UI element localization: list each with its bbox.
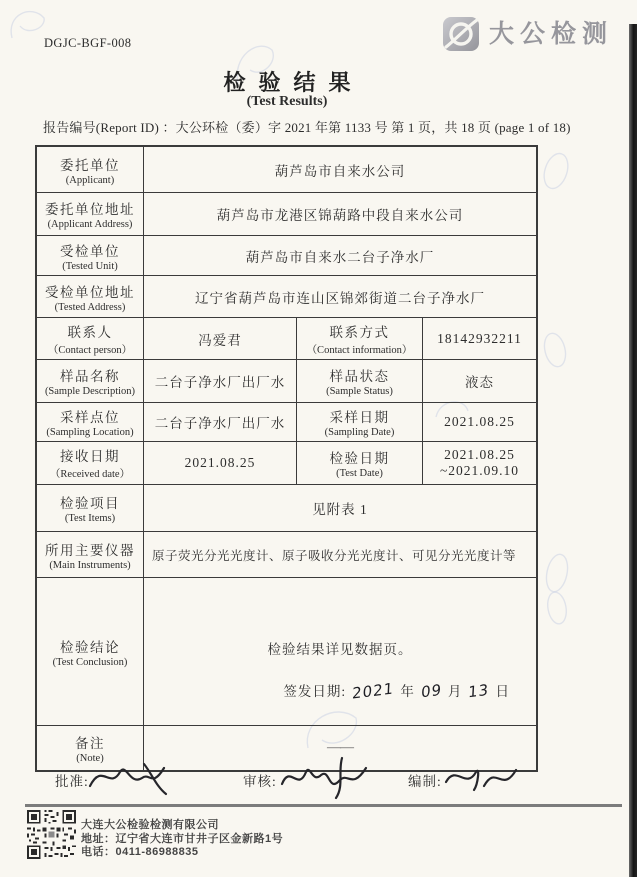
table-row-dates [37, 441, 536, 484]
row-label [37, 532, 144, 577]
issue-month-unit: 月 [447, 684, 463, 699]
row-value2 [423, 360, 536, 402]
company-logo [442, 16, 613, 52]
scan-artifact [542, 550, 572, 596]
scan-artifact [6, 2, 48, 44]
report-id: 报告编号(Report ID) ：大公环检（委）字 2021 年第 1133 号 第 1 页，共 18 页 (page 1 of 18) [43, 120, 571, 135]
company-phone: 电话：0411-86988835 [81, 846, 199, 858]
row-value [144, 147, 536, 192]
company-address: 地址：辽宁省大连市甘井子区金新路1号 [81, 832, 284, 845]
note-dash: —— [327, 740, 353, 755]
issue-date-label: 签发日期: [283, 684, 347, 699]
row-label-en: (Applicant) [65, 174, 115, 186]
page-title: 检验结果 [223, 70, 364, 95]
row-label2 [297, 442, 423, 484]
row-label2-zh: 样品状态 [329, 369, 390, 384]
issue-year-unit: 年 [400, 684, 415, 699]
qr-code-icon [27, 809, 76, 860]
row-value [144, 403, 297, 441]
review-label: 审核: [243, 774, 277, 789]
row-value [144, 442, 297, 484]
row-label [37, 147, 144, 192]
sample-name-value: 二台子净水厂出厂水 [154, 375, 286, 390]
contact-person-value: 冯爱君 [198, 332, 242, 348]
signoff-row [0, 760, 637, 806]
logo-text: 大公检测 [488, 20, 613, 48]
row-value-text: 葫芦岛市龙港区锦葫路中段自来水公司 [216, 208, 464, 223]
test-items-value: 见附表 1 [312, 502, 368, 517]
row-value [144, 276, 536, 317]
conclusion-cell [144, 578, 536, 725]
table-row-sample [37, 359, 536, 402]
table-row-tested-address [37, 275, 536, 317]
row-label-en: (Tested Address) [54, 301, 126, 313]
reviewer-signature [276, 752, 374, 802]
row-label-zh: 检验项目 [60, 496, 120, 511]
row-label [37, 193, 144, 235]
scan-artifact [540, 150, 572, 192]
conclusion-text: 检验结果详见数据页。 [267, 642, 413, 657]
row-label2-en: (Sample Status) [326, 386, 393, 397]
row-label-zh: 委托单位 [60, 157, 120, 173]
issue-day-unit: 日 [495, 684, 510, 699]
dagong-swirl-icon [442, 16, 480, 52]
row-label-zh: 样品名称 [60, 369, 120, 384]
row-label-zh: 委托单位地址 [45, 202, 135, 217]
scan-artifact [543, 588, 571, 628]
row-label [37, 403, 144, 441]
row-label-en: (Tested Unit) [62, 260, 118, 272]
table-row-instruments [37, 531, 536, 577]
issue-date-line [283, 679, 510, 703]
sampling-date-value: 2021.08.25 [444, 414, 515, 429]
row-value [144, 532, 536, 577]
row-label2 [297, 403, 423, 441]
row-label [37, 318, 144, 359]
row-value [144, 193, 536, 235]
sample-status-value: 液态 [465, 375, 494, 390]
received-date-value: 2021.08.25 [184, 455, 256, 470]
info-table [35, 145, 538, 772]
row-label-en: （Contact person） [47, 344, 133, 356]
row-label2-zh: 检验日期 [329, 451, 390, 466]
row-label-zh: 接收日期 [60, 449, 120, 464]
row-label-zh: 检验结论 [60, 639, 120, 655]
table-row-tested-unit [37, 235, 536, 275]
row-label [37, 578, 144, 725]
row-value-text: 辽宁省葫芦岛市连山区锦郊街道二台子净水厂 [195, 290, 485, 306]
row-value [144, 236, 536, 275]
form-code: DGJC-BGF-008 [44, 36, 132, 50]
row-label [37, 442, 144, 484]
row-value-text: 葫芦岛市自来水二台子净水厂 [245, 249, 435, 265]
row-value2 [423, 318, 536, 359]
row-label [37, 360, 144, 402]
row-value [144, 318, 297, 359]
row-label [37, 485, 144, 531]
row-label-en: (Test Conclusion) [52, 656, 128, 668]
row-value2 [423, 403, 536, 441]
footer-divider [25, 804, 622, 807]
row-label2 [297, 318, 423, 359]
company-name: 大连大公检验检测有限公司 [81, 819, 219, 831]
row-value [144, 360, 297, 402]
row-label2-zh: 采样日期 [329, 410, 390, 425]
row-label-zh: 所用主要仪器 [45, 542, 135, 558]
row-label-en: (Sampling Location) [46, 427, 134, 438]
test-date-line2: ~2021.09.10 [439, 463, 520, 478]
row-label-en: (Test Items) [64, 513, 116, 524]
row-label-zh: 备注 [75, 736, 105, 751]
issue-day-handwritten: 13 [468, 680, 490, 702]
row-label-en: (Note) [76, 753, 104, 764]
row-label-en: (Applicant Address) [47, 219, 133, 230]
row-label [37, 236, 144, 275]
footer-company-block [81, 819, 283, 860]
scan-artifact [540, 330, 570, 370]
issue-month-handwritten: 09 [420, 680, 443, 702]
contact-phone-value: 18142932211 [437, 330, 522, 346]
row-label-en: （Received date） [49, 469, 131, 480]
row-label-zh: 采样点位 [60, 410, 120, 425]
sampling-location-value: 二台子净水厂出厂水 [154, 416, 286, 431]
row-value [144, 485, 536, 531]
instruments-value: 原子荧光分光光度计、原子吸收分光光度计、可见分光光度计等 [152, 548, 517, 563]
row-label [37, 276, 144, 317]
table-row-conclusion [37, 577, 536, 725]
row-label-zh: 联系人 [67, 324, 113, 340]
row-label-en: (Main Instruments) [49, 559, 131, 571]
table-row-sampling [37, 402, 536, 441]
row-label2-en: (Sampling Date) [324, 427, 395, 438]
row-value2 [423, 442, 536, 484]
approver-signature [86, 756, 178, 802]
row-label2-en: (Test Date) [336, 468, 383, 479]
row-label-en: (Sample Description) [44, 386, 136, 397]
row-label2-zh: 联系方式 [329, 324, 390, 340]
table-row-test-items [37, 484, 536, 531]
prepare-label: 编制: [408, 774, 442, 789]
table-row-contact [37, 317, 536, 359]
row-label2 [297, 360, 423, 402]
approve-label: 批准: [55, 774, 89, 789]
preparer-signature [440, 758, 524, 800]
test-date-line1: 2021.08.25 [444, 447, 515, 462]
page-subtitle: (Test Results) [246, 94, 328, 109]
row-label-zh: 受检单位 [60, 243, 120, 259]
table-row-applicant [37, 147, 536, 192]
page-edge-shadow [629, 24, 637, 877]
row-value-text: 葫芦岛市自来水公司 [274, 163, 406, 179]
issue-year-handwritten: 2021 [351, 679, 395, 703]
row-label2-en: （Contact information） [306, 344, 413, 356]
table-row-applicant-address [37, 192, 536, 235]
row-label-zh: 受检单位地址 [45, 284, 135, 300]
